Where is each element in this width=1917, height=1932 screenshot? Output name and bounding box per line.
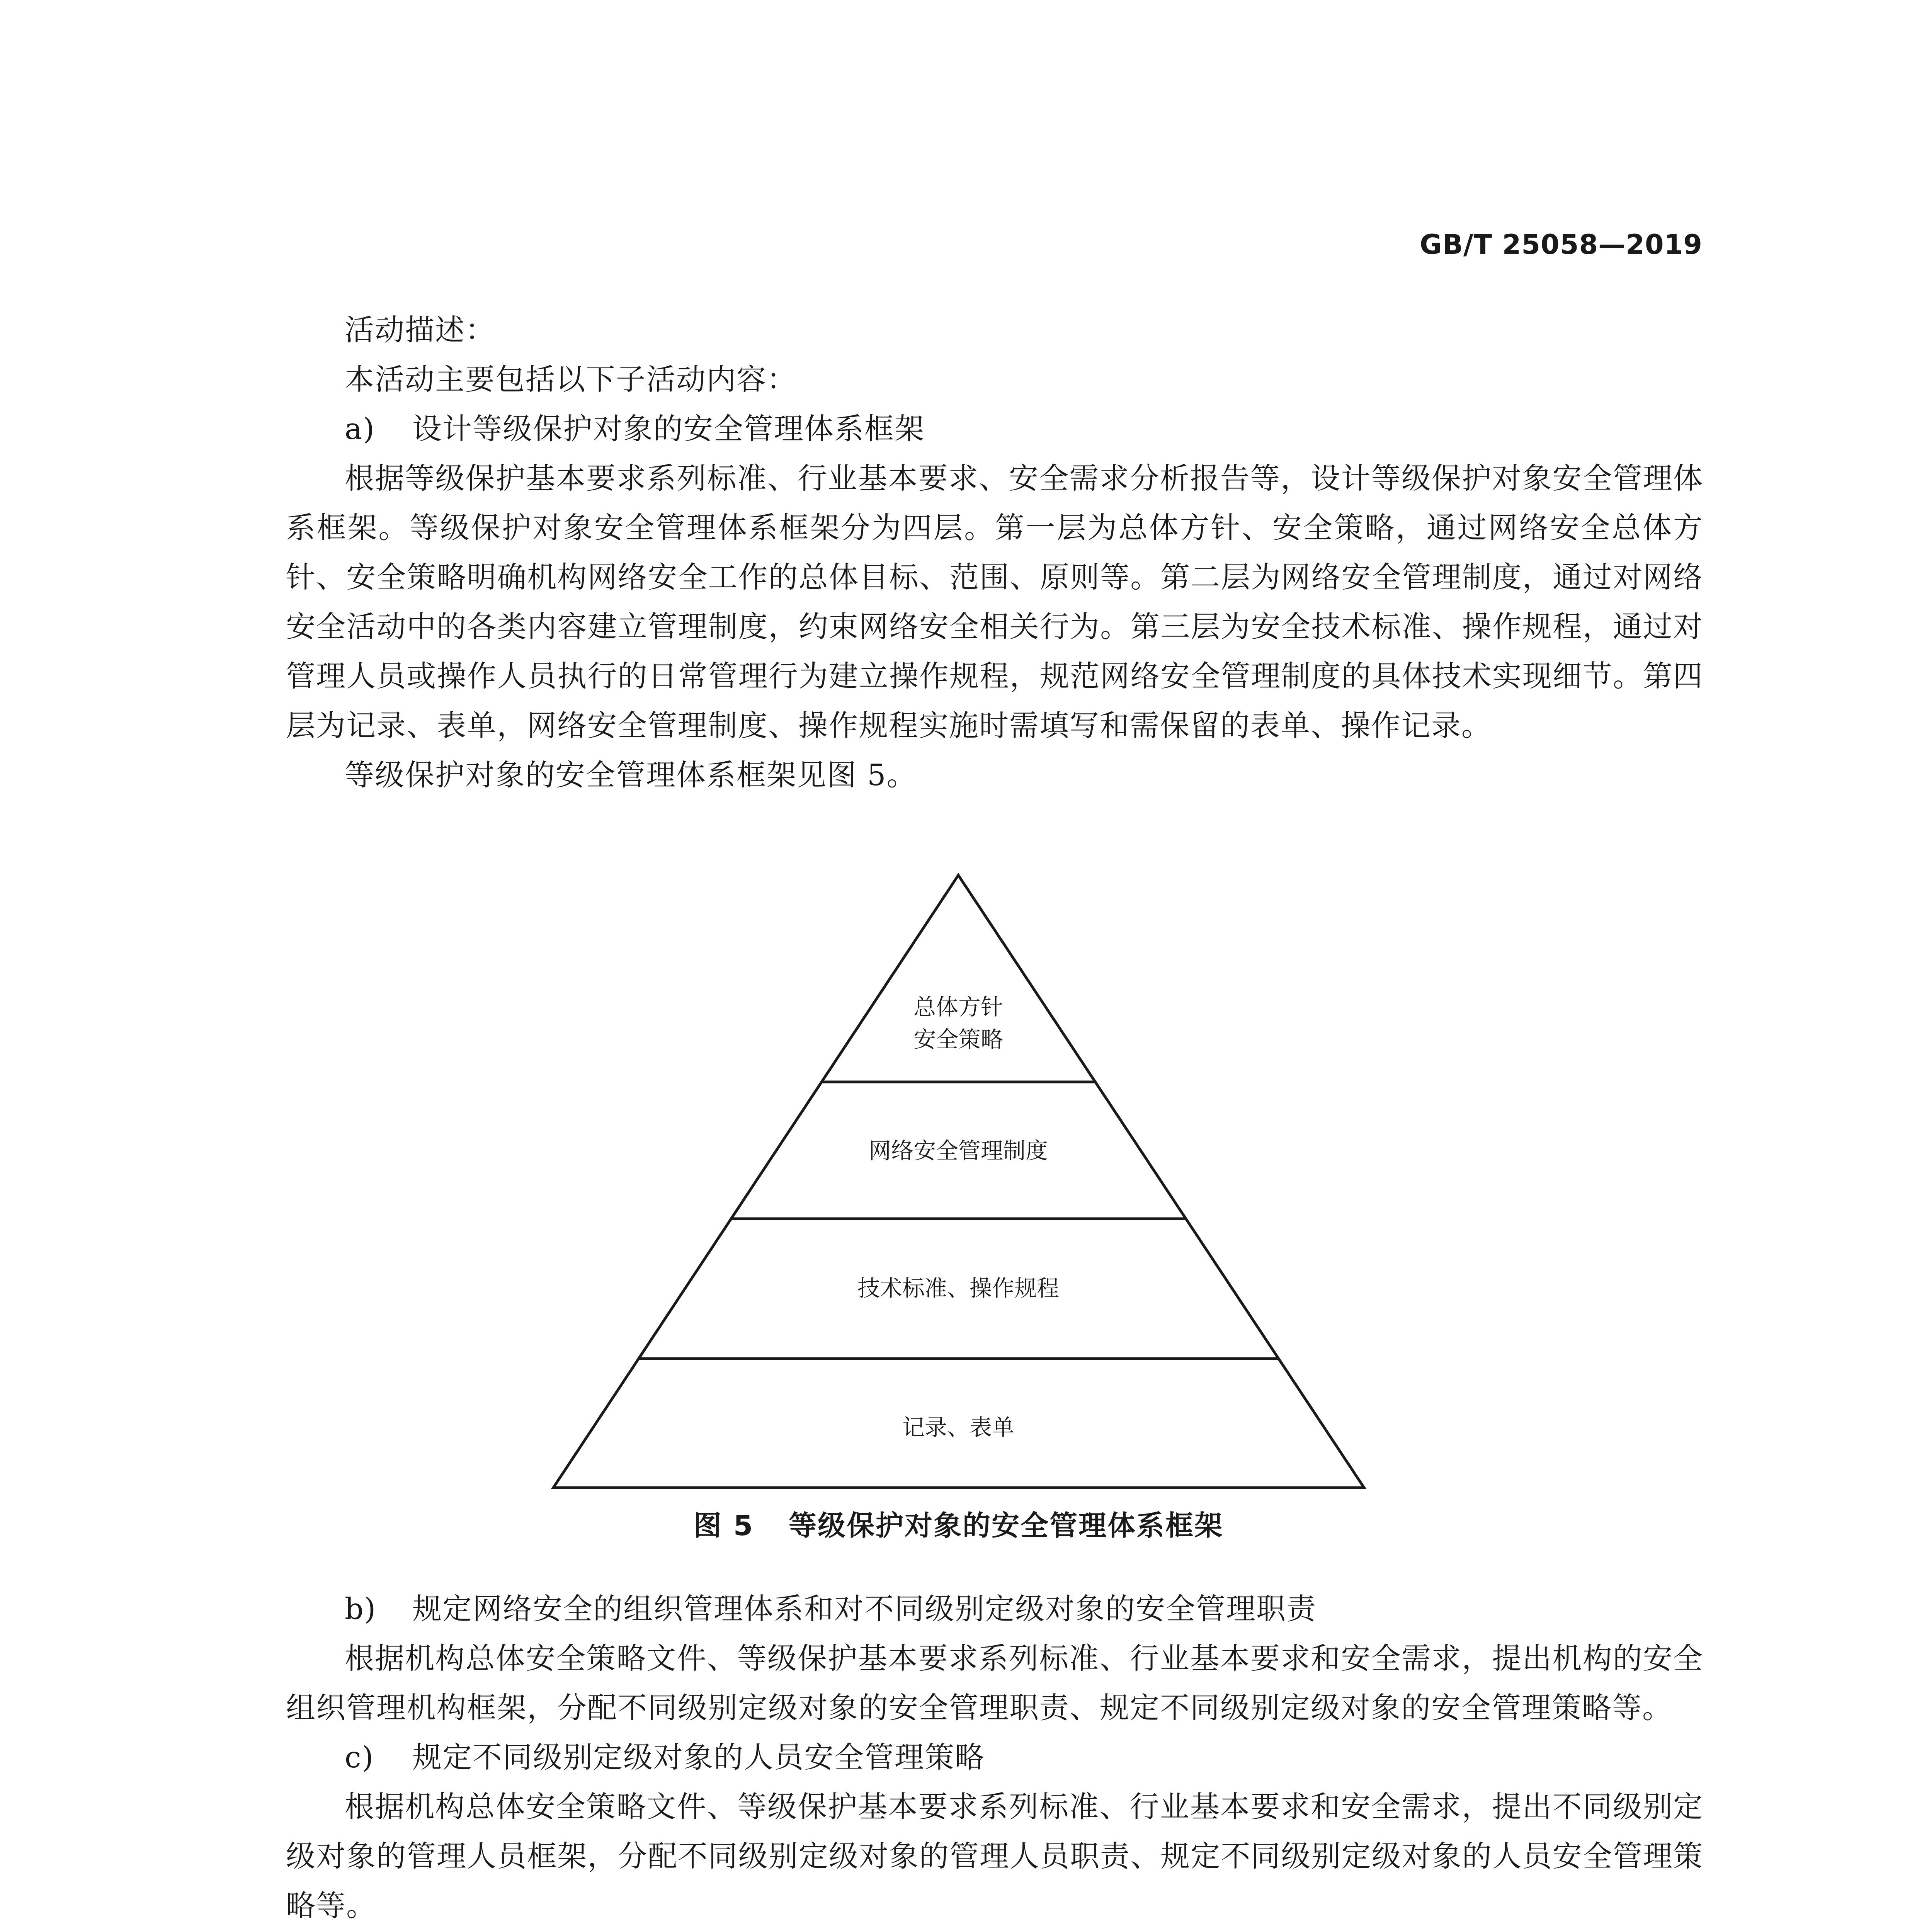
pyramid-figure (0, 866, 1917, 1561)
item-b-mark: b) (345, 1592, 377, 1626)
item-a-body: 根据等级保护基本要求系列标准、行业基本要求、安全需求分析报告等，设计等级保护对象安全管理体系框架。等级保护对象安全管理体系框架分为四层。第一层为总体方针、安全策略，通过网络安全总体方针、安全策略明确机构网络安全工作的总体目标、范围、原则等。第二层为网络安全管理制度，通过对网络安全活动中的各类内容建立管理制度，约束网络安全相关行为。第三层为安全技术标准、操作规程，通过对管理人员或操作人员执行的日常管理行为建立操作规程，规范网络安全管理制度的具体技术实现细节。第四层为记录、表单，网络安全管理制度、操作规程实施时需填写和需保留的表单、操作记录。 (286, 461, 1703, 743)
activity-intro: 本活动主要包括以下子活动内容： (345, 362, 797, 396)
item-d-heading (286, 1930, 1703, 1932)
item-b-heading (286, 1584, 1703, 1634)
figure-caption (0, 1503, 1917, 1543)
item-d-mark (345, 1930, 412, 1932)
layer-4-label: 记录、表单 (902, 1414, 1015, 1440)
item-a-mark: a) (345, 412, 375, 446)
section-top (286, 305, 1703, 800)
item-a-heading (286, 404, 1703, 454)
figure-reference: 等级保护对象的安全管理体系框架见图 5。 (345, 758, 917, 792)
item-a-title: 设计等级保护对象的安全管理体系框架 (412, 412, 925, 446)
pyramid-outline (553, 875, 1364, 1488)
item-c-title: 规定不同级别定级对象的人员安全管理策略 (412, 1740, 985, 1774)
layer-1-line-1: 总体方针 (913, 994, 1004, 1020)
item-c-heading (286, 1733, 1703, 1782)
item-c-mark: c) (345, 1740, 374, 1774)
item-c-body: 根据机构总体安全策略文件、等级保护基本要求系列标准、行业基本要求和安全需求，提出不同级别定级对象的管理人员框架，分配不同级别定级对象的管理人员职责、规定不同级别定级对象的人员安全管理策略等。 (286, 1789, 1703, 1923)
figure-caption-number: 图 5 (693, 1509, 754, 1542)
figure-caption-title: 等级保护对象的安全管理体系框架 (789, 1509, 1224, 1542)
section-items (286, 1584, 1703, 1932)
item-b-body: 根据机构总体安全策略文件、等级保护基本要求系列标准、行业基本要求和安全需求，提出机构的安全组织管理机构框架，分配不同级别定级对象的安全管理职责、规定不同级别定级对象的安全管理策略等。 (286, 1641, 1703, 1725)
activity-label: 活动描述： (345, 313, 495, 347)
item-b-title: 规定网络安全的组织管理体系和对不同级别定级对象的安全管理职责 (412, 1592, 1317, 1626)
standard-number: GB/T 25058—2019 (1420, 229, 1703, 260)
pyramid-diagram (0, 866, 1917, 1561)
layer-1-line-2: 安全策略 (913, 1026, 1004, 1053)
layer-3-label: 技术标准、操作规程 (857, 1275, 1060, 1301)
layer-2-label: 网络安全管理制度 (868, 1138, 1048, 1164)
